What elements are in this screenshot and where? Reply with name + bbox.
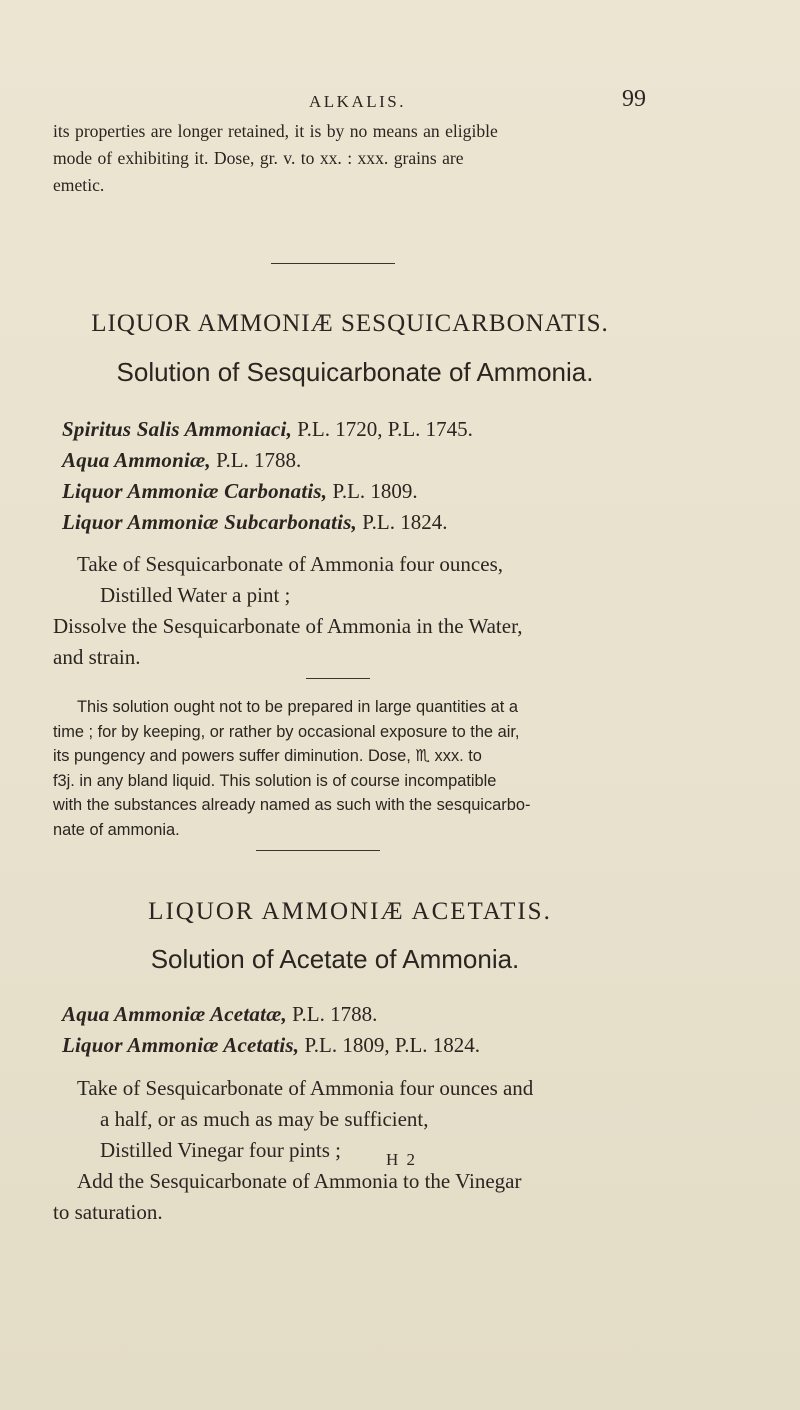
- section2-synonyms: [62, 999, 480, 1061]
- note-line: nate of ammonia.: [53, 820, 180, 839]
- synonym-line: [62, 1030, 480, 1061]
- intro-line: mode of exhibiting it. Dose, gr. v. to xx. : xxx. grains are: [53, 148, 464, 168]
- synonym-ref: P.L. 1720, P.L. 1745.: [292, 417, 473, 441]
- synonym-name: Liquor Ammoniæ Acetatis,: [62, 1033, 300, 1057]
- note-line: with the substances already named as such with the sesquicarbo-: [53, 796, 531, 815]
- section1-synonyms: [62, 414, 473, 538]
- intro-paragraph: [53, 118, 658, 199]
- recipe-line: Take of Sesquicarbonate of Ammonia four ounces,: [77, 552, 503, 576]
- recipe-line: a half, or as much as may be sufficient,: [100, 1107, 429, 1131]
- recipe-line: Dissolve the Sesquicarbonate of Ammonia in the Water,: [53, 614, 523, 638]
- synonym-ref: P.L. 1788.: [210, 448, 302, 472]
- note-line: f3j. in any bland liquid. This solution is of course incompatible: [53, 771, 497, 790]
- section1-subtitle: Solution of Sesquicarbonate of Ammonia.: [116, 357, 594, 387]
- recipe-line: to saturation.: [53, 1200, 163, 1224]
- section2-recipe: [53, 1073, 663, 1228]
- synonym-name: Aqua Ammoniæ Acetatæ,: [62, 1002, 287, 1026]
- synonym-line: [62, 414, 473, 445]
- section1-recipe: [53, 549, 663, 673]
- section2-heading: LIQUOR AMMONIÆ ACETATIS.: [148, 898, 552, 925]
- synonym-ref: P.L. 1824.: [357, 510, 448, 534]
- divider-rule: [271, 263, 395, 264]
- synonym-line: [62, 999, 480, 1030]
- note-line: This solution ought not to be prepared in large quantities at a: [77, 698, 519, 716]
- divider-rule: [256, 850, 380, 851]
- page-number: 99: [622, 86, 646, 112]
- section1-note: [53, 695, 660, 843]
- section2-subtitle: Solution of Acetate of Ammonia.: [150, 944, 520, 974]
- synonym-line: [62, 476, 473, 507]
- synonym-name: Liquor Ammoniæ Subcarbonatis,: [62, 510, 358, 534]
- recipe-line: Distilled Water a pint ;: [100, 583, 291, 607]
- note-line: its pungency and powers suffer diminution. Dose, ♏ xxx. to: [53, 747, 482, 766]
- synonym-line: [62, 445, 473, 476]
- recipe-line: Distilled Vinegar four pints ;: [100, 1138, 341, 1162]
- synonym-name: Aqua Ammoniæ,: [62, 448, 211, 472]
- intro-line: emetic.: [53, 175, 105, 195]
- section1-heading: LIQUOR AMMONIÆ SESQUICARBONATIS.: [91, 310, 609, 337]
- recipe-line: Take of Sesquicarbonate of Ammonia four ounces and: [77, 1076, 534, 1100]
- synonym-name: Spiritus Salis Ammoniaci,: [62, 417, 293, 441]
- recipe-line: Add the Sesquicarbonate of Ammonia to the Vinegar: [77, 1169, 522, 1193]
- synonym-name: Liquor Ammoniæ Carbonatis,: [62, 479, 328, 503]
- divider-rule: [306, 678, 370, 679]
- synonym-ref: P.L. 1788.: [286, 1002, 378, 1026]
- synonym-ref: P.L. 1809.: [327, 479, 418, 503]
- synonym-line: [62, 507, 473, 538]
- signature-mark: H 2: [386, 1150, 418, 1169]
- intro-line: its properties are longer retained, it is by no means an eligible: [53, 121, 498, 141]
- running-title: ALKALIS.: [309, 92, 406, 111]
- recipe-line: and strain.: [53, 645, 141, 669]
- synonym-ref: P.L. 1809, P.L. 1824.: [299, 1033, 481, 1057]
- note-line: time ; for by keeping, or rather by occasional exposure to the air,: [53, 722, 520, 741]
